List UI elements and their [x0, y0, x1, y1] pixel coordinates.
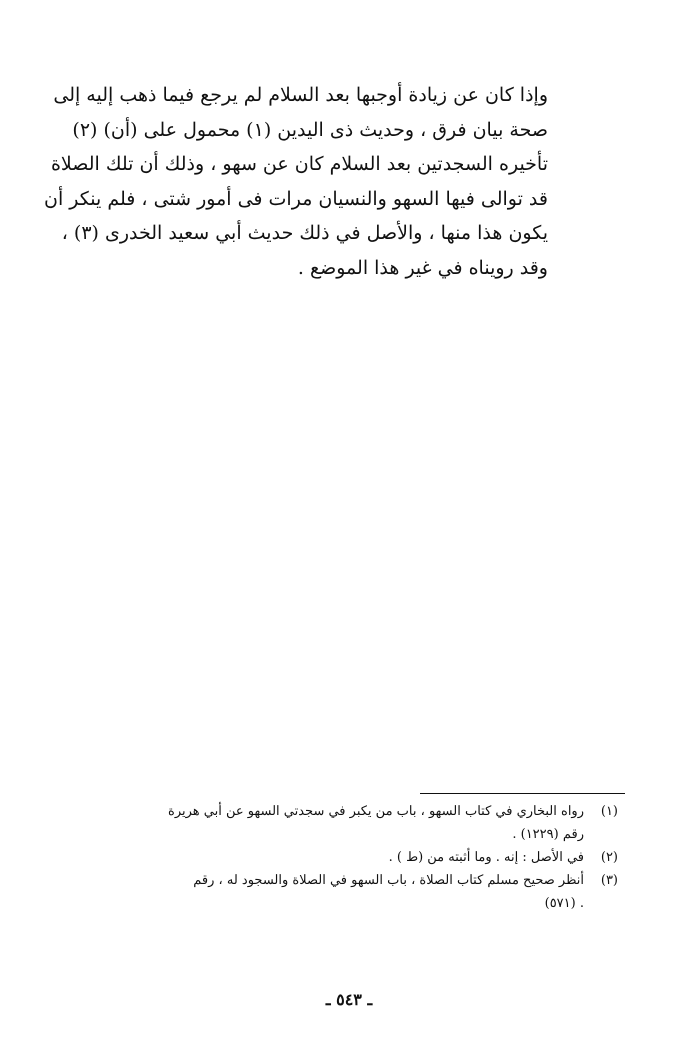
- footnote-line: أنظر صحيح مسلم كتاب الصلاة ، باب السهو في الصلاة والسجود له ، رقم: [193, 873, 584, 888]
- footnote-line: رقم (١٢٢٩) .: [512, 827, 584, 842]
- footnote-number: (٣): [600, 873, 618, 888]
- main-text-line: يكون هذا منها ، والأصل في ذلك حديث أبي سعيد الخدرى (٣) ،: [61, 222, 548, 244]
- footnote-separator: [420, 793, 625, 794]
- main-text-block: [44, 78, 548, 285]
- main-text-line: صحة بيان فرق ، وحديث ذى اليدين (١) محمول على (أن) (٢): [72, 118, 548, 141]
- main-text-line: وقد رويناه في غير هذا الموضع .: [297, 256, 548, 279]
- footnote-number: (١): [600, 804, 618, 819]
- page-number: ـ ٥٤٣ ـ: [325, 990, 373, 1009]
- main-text-line: تأخيره السجدتين بعد السلام كان عن سهو ، وذلك أن تلك الصلاة: [50, 153, 548, 175]
- footnote-text: [118, 846, 584, 869]
- main-text-line: قد توالى فيها السهو والنسيان مرات فى أمور شتى ، فلم ينكر أن: [44, 187, 548, 210]
- footnote-line: في الأصل : إنه . وما أثبته من (ط ) .: [388, 850, 584, 865]
- footnote-2: [118, 846, 618, 869]
- footnote-1: [118, 800, 618, 846]
- footnote-line: رواه البخاري في كتاب السهو ، باب من يكبر في سجدتي السهو عن أبي هريرة: [168, 804, 584, 819]
- footnotes-block: [118, 800, 618, 915]
- footnote-3: [118, 869, 618, 915]
- footnote-number: (٢): [600, 850, 618, 865]
- main-text-line: وإذا كان عن زيادة أوجبها بعد السلام لم يرجع فيما ذهب إليه إلى: [53, 84, 548, 106]
- footnote-text: [118, 800, 584, 846]
- footnote-line: . (٥٧١): [544, 896, 584, 911]
- footnote-text: [118, 869, 584, 915]
